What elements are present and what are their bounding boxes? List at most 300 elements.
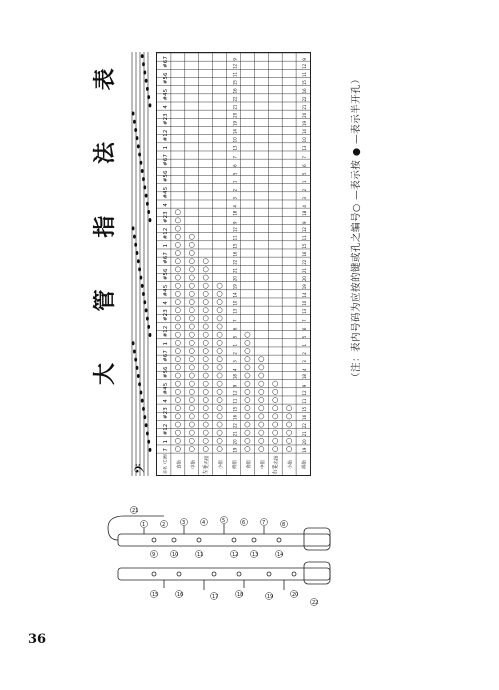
right-hand-label: 右手 <box>272 464 279 475</box>
note-name: 3 <box>163 211 170 215</box>
note-name: 1 <box>163 439 170 444</box>
staff-note <box>134 358 137 362</box>
fingering-circle <box>203 414 208 419</box>
fingering-circle <box>217 283 222 288</box>
fingering-circle <box>189 348 194 353</box>
key-number: 11 <box>301 71 307 77</box>
fingering-circle <box>175 414 180 419</box>
key-number: 3 <box>301 196 307 200</box>
key-number: 7 <box>232 156 238 159</box>
note-name: #5 <box>163 174 170 183</box>
key-number: 16 <box>232 88 238 94</box>
key-number: 11 <box>232 235 238 241</box>
fingering-circle <box>175 226 180 231</box>
note-name: 7 <box>163 252 170 256</box>
key-number: 4 <box>232 205 238 208</box>
key-label: 2 <box>162 521 166 528</box>
fingering-circle <box>273 397 278 402</box>
key-number: 11 <box>232 398 238 404</box>
fingering-circle <box>203 275 208 280</box>
key-number: 21 <box>301 431 307 437</box>
fingering-circle <box>189 316 194 321</box>
row-label: 无名指 <box>274 455 280 470</box>
fingering-circle <box>203 406 208 411</box>
fingering-circle <box>245 373 250 378</box>
staff-note <box>143 415 146 419</box>
note-name: #2 <box>163 410 170 419</box>
fingering-circle <box>203 324 208 329</box>
fingering-circle <box>189 308 194 313</box>
note-name: #1 <box>163 133 170 142</box>
staff-note <box>132 341 135 345</box>
key-number: 10 <box>232 300 238 306</box>
key-label: 5 <box>222 517 226 524</box>
fingering-circle <box>245 422 250 427</box>
note-name: #2 <box>163 214 170 223</box>
staff-note <box>147 210 150 214</box>
row-label: 小指 <box>219 460 225 470</box>
fingering-circle <box>175 283 180 288</box>
key-number: 16 <box>301 88 307 94</box>
row-label: 中指 <box>260 460 266 470</box>
key-number: 21 <box>232 104 238 110</box>
key-label: 3 <box>182 519 186 526</box>
note-name: 4 <box>163 105 170 109</box>
note-name: 7 <box>163 56 170 60</box>
staff-note <box>145 79 148 83</box>
fingering-circle <box>203 283 208 288</box>
key-number: 6 <box>301 164 307 167</box>
key-number: 19 <box>232 120 238 126</box>
staff-note <box>143 185 146 189</box>
key-label: 14 <box>277 551 284 558</box>
fingering-circle <box>203 397 208 402</box>
key-number: 2 <box>301 188 307 192</box>
staff-note <box>140 276 143 280</box>
fingering-circle <box>175 259 180 264</box>
fingering-circle <box>217 357 222 362</box>
key-number: 14 <box>301 292 307 298</box>
fingering-circle <box>217 389 222 394</box>
fingering-circle <box>203 381 208 386</box>
key-number: 13 <box>301 145 307 151</box>
key-label: 21 <box>132 507 139 514</box>
note-name: #4 <box>163 92 170 101</box>
fingering-circle <box>217 365 222 370</box>
staff-note <box>141 399 144 403</box>
row-label: 拇指 <box>302 460 308 470</box>
key-label: 19 <box>267 593 274 600</box>
key-number: 1 <box>301 343 307 347</box>
fingering-circle <box>203 438 208 443</box>
fingering-circle <box>259 446 264 451</box>
header-label: 音名（C调） <box>162 451 168 475</box>
note-name: 7 <box>163 154 170 158</box>
fingering-circle <box>175 348 180 353</box>
key-number: 6 <box>301 327 307 331</box>
fingering-circle <box>203 259 208 264</box>
key-number: 13 <box>301 308 307 314</box>
key-label: 22 <box>312 599 319 606</box>
key-number: 3 <box>232 360 238 363</box>
note-name: 1 <box>163 341 170 346</box>
note-name: 2 <box>163 227 170 232</box>
key-number: 19 <box>232 447 238 453</box>
fingering-circle <box>287 422 292 427</box>
fingering-circle <box>217 422 222 427</box>
fingering-circle <box>175 324 180 329</box>
row-label: 无名指 <box>205 455 211 470</box>
key-number: 9 <box>232 221 238 224</box>
fingering-circle <box>217 438 222 443</box>
bassoon-diagram <box>104 498 344 616</box>
fingering-circle <box>245 397 250 402</box>
row-label: 食指 <box>246 460 252 470</box>
key-number: 11 <box>301 398 307 404</box>
key-label: 10 <box>172 551 179 558</box>
fingering-circle <box>259 406 264 411</box>
note-name: 1 <box>163 243 170 248</box>
staff-note <box>140 390 143 394</box>
fingering-circle <box>259 397 264 402</box>
row-label: 食指 <box>177 460 183 470</box>
key-label: 11 <box>197 551 204 558</box>
row-label: 中指 <box>191 460 197 470</box>
fingering-circle <box>203 365 208 370</box>
staff-note <box>142 177 145 181</box>
fingering-circle <box>175 430 180 435</box>
staff-note <box>141 169 144 173</box>
fingering-circle <box>203 267 208 272</box>
key-number: 13 <box>232 308 238 314</box>
staff-note <box>140 161 143 165</box>
fingering-circle <box>175 365 180 370</box>
fingering-circle <box>259 422 264 427</box>
staff-note <box>147 95 150 99</box>
key-number: 14 <box>232 129 238 135</box>
fingering-circle <box>273 430 278 435</box>
key-number: 16 <box>301 414 307 420</box>
key-number: 9 <box>232 58 238 61</box>
grid-svg <box>157 53 310 475</box>
fingering-circle <box>203 291 208 296</box>
note-name: 1 <box>163 146 170 150</box>
key-number: 22 <box>232 96 238 102</box>
fingering-circle <box>245 340 250 345</box>
note-name: 2 <box>163 325 170 330</box>
fingering-circle <box>175 446 180 451</box>
fingering-circle <box>203 316 208 321</box>
key-number: 2 <box>232 352 238 355</box>
key-number: 19 <box>301 447 307 453</box>
key-label: 15 <box>152 591 159 598</box>
staff-note <box>133 349 136 353</box>
key-number: 15 <box>301 243 307 249</box>
fingering-circle <box>175 397 180 402</box>
key-number: 9 <box>232 384 238 388</box>
staff-note <box>141 284 144 288</box>
row-label: 拇指 <box>233 460 238 470</box>
staff-note <box>138 382 141 386</box>
key-number: 12 <box>301 390 307 396</box>
key-number: 19 <box>301 120 307 126</box>
note-name: #1 <box>163 231 170 240</box>
key-number: 22 <box>301 423 307 429</box>
key-number: 3 <box>232 196 238 200</box>
fingering-circle <box>175 242 180 247</box>
fingering-circle <box>273 406 278 411</box>
note-name: 6 <box>163 366 170 370</box>
note-name: #1 <box>163 329 170 338</box>
fingering-circle <box>189 397 194 402</box>
key-number: 15 <box>301 406 307 412</box>
fingering-circle <box>189 267 194 272</box>
fingering-circle <box>175 308 180 313</box>
key-number: 12 <box>301 227 307 233</box>
key-number: 16 <box>232 251 238 257</box>
key-number: 4 <box>232 368 238 371</box>
fingering-circle <box>203 373 208 378</box>
staff-note <box>145 308 148 312</box>
fingering-circle <box>259 414 264 419</box>
fingering-circle <box>189 250 194 255</box>
fingering-circle <box>203 422 208 427</box>
note-name: #2 <box>163 312 170 321</box>
key-label: 6 <box>242 519 246 526</box>
fingering-circle <box>203 348 208 353</box>
fingering-circle <box>189 324 194 329</box>
fingering-circle <box>203 446 208 451</box>
staff-note <box>133 235 136 239</box>
left-hand-label: 左手 <box>203 464 210 475</box>
key-number: 5 <box>232 172 238 175</box>
key-number: 5 <box>301 172 307 175</box>
key-number: 7 <box>301 319 307 322</box>
fingering-circle <box>175 299 180 304</box>
staff-note <box>136 136 139 140</box>
key-number: 20 <box>232 276 238 282</box>
key-label: 13 <box>252 551 259 558</box>
fingering-circle <box>175 316 180 321</box>
fingering-circle <box>273 389 278 394</box>
key-label: 8 <box>282 521 286 528</box>
fingering-circle <box>245 332 250 337</box>
fingering-circle <box>259 430 264 435</box>
key-number: 11 <box>301 235 307 241</box>
fingering-circle <box>273 414 278 419</box>
fingering-circle <box>175 275 180 280</box>
fingering-circle <box>217 324 222 329</box>
fingering-circle <box>273 422 278 427</box>
note-name: 5 <box>163 186 170 191</box>
key-number: 21 <box>232 431 238 437</box>
fingering-circle <box>287 446 292 451</box>
fingering-circle <box>217 406 222 411</box>
key-number: 2 <box>301 352 307 355</box>
note-name: 4 <box>163 203 170 207</box>
fingering-circle <box>259 381 264 386</box>
note-name: #5 <box>163 272 170 281</box>
fingering-circle <box>189 259 194 264</box>
key-number: 15 <box>301 80 307 86</box>
fingering-circle <box>175 332 180 337</box>
key-number: 11 <box>232 71 238 77</box>
key-label: 9 <box>152 551 156 558</box>
fingering-circle <box>245 414 250 419</box>
fingering-circle <box>189 422 194 427</box>
key-number: 18 <box>301 374 307 380</box>
fingering-circle <box>203 357 208 362</box>
key-number: 19 <box>232 284 238 290</box>
staff-note <box>146 431 149 435</box>
staff-note <box>136 366 139 370</box>
fingering-circle <box>175 340 180 345</box>
fingering-circle <box>259 389 264 394</box>
note-name: 5 <box>163 382 170 387</box>
fingering-circle <box>203 340 208 345</box>
bassoon-svg <box>104 498 344 616</box>
key-number: 10 <box>301 137 307 143</box>
staff-note <box>145 194 148 198</box>
key-number: 3 <box>301 360 307 363</box>
note-name: 4 <box>163 301 170 305</box>
note-name: 7 <box>163 448 170 452</box>
key-label: 18 <box>237 591 244 598</box>
key-number: 12 <box>232 390 238 396</box>
fingering-circle <box>273 446 278 451</box>
key-number: 18 <box>232 210 238 216</box>
fingering-circle <box>217 299 222 304</box>
fingering-circle <box>175 389 180 394</box>
fingering-circle <box>245 446 250 451</box>
note-name: 3 <box>163 309 170 313</box>
note-name: #6 <box>163 353 170 362</box>
fingering-circle <box>217 316 222 321</box>
key-number: 20 <box>301 439 307 445</box>
key-label: 4 <box>202 519 206 526</box>
key-number: 21 <box>301 104 307 110</box>
fingering-circle <box>259 365 264 370</box>
fingering-circle <box>189 446 194 451</box>
key-number: 9 <box>301 221 307 224</box>
fingering-circle <box>189 291 194 296</box>
fingering-circle <box>189 389 194 394</box>
key-number: 20 <box>301 112 307 118</box>
key-number: 9 <box>301 384 307 388</box>
note-name: #1 <box>163 427 170 436</box>
fingering-circle <box>259 438 264 443</box>
note-name: #5 <box>163 370 170 379</box>
key-number: 5 <box>301 335 307 339</box>
staff-note <box>142 407 145 411</box>
key-number: 20 <box>232 112 238 118</box>
fingering-circle <box>245 365 250 370</box>
fingering-circle <box>287 414 292 419</box>
fingering-circle <box>189 357 194 362</box>
note-name: #2 <box>163 116 170 125</box>
key-number: 16 <box>232 414 238 420</box>
fingering-circle <box>189 332 194 337</box>
key-number: 15 <box>232 80 238 86</box>
key-number: 22 <box>232 423 238 429</box>
key-number: 22 <box>301 259 307 265</box>
key-label: 7 <box>262 519 266 526</box>
fingering-circle <box>245 438 250 443</box>
key-number: 1 <box>232 180 238 184</box>
fingering-circle <box>175 218 180 223</box>
key-label: 20 <box>292 591 299 598</box>
staff-note <box>145 423 148 427</box>
fingering-circle <box>175 373 180 378</box>
fingering-circle <box>259 357 264 362</box>
staff-note <box>134 243 137 247</box>
fingering-circle <box>245 406 250 411</box>
fingering-circle <box>217 373 222 378</box>
key-number: 22 <box>232 259 238 265</box>
key-number: 7 <box>232 319 238 322</box>
key-number: 16 <box>301 251 307 257</box>
key-number: 7 <box>301 156 307 159</box>
staff-note <box>133 120 136 124</box>
key-number: 20 <box>301 276 307 282</box>
fingering-circle <box>259 373 264 378</box>
fingering-circle <box>217 414 222 419</box>
note-name: #5 <box>163 76 170 85</box>
staff-note <box>132 226 135 230</box>
note-name: 3 <box>163 113 170 117</box>
fingering-circle <box>175 381 180 386</box>
staff-note <box>134 128 137 132</box>
fingering-circle <box>189 373 194 378</box>
staff-note <box>137 144 140 148</box>
fingering-circle <box>203 389 208 394</box>
row-label: 小指 <box>288 460 294 470</box>
key-number: 14 <box>301 129 307 135</box>
key-number: 15 <box>232 243 238 249</box>
fingering-circle <box>175 438 180 443</box>
key-label: 17 <box>212 593 219 600</box>
staff-note <box>141 54 144 58</box>
key-number: 6 <box>232 327 238 331</box>
key-number: 13 <box>232 145 238 151</box>
staff-note <box>146 202 149 206</box>
note-name: 6 <box>163 170 170 174</box>
table-note: （注：表内号码为应按的键或孔之编号○ —表示按 ● —表示半开孔） <box>351 73 362 382</box>
key-label: 16 <box>177 591 184 598</box>
note-name: 6 <box>163 72 170 77</box>
key-number: 18 <box>301 210 307 216</box>
staff-note <box>142 292 145 296</box>
key-label: 12 <box>232 551 239 558</box>
staff-note <box>136 251 139 255</box>
fingering-circle <box>189 299 194 304</box>
key-number: 9 <box>301 58 307 61</box>
key-number: 12 <box>232 227 238 233</box>
music-staff <box>128 52 154 476</box>
note-name: 5 <box>163 88 170 93</box>
fingering-circle <box>217 446 222 451</box>
fingering-circle <box>217 291 222 296</box>
staff-note <box>137 259 140 263</box>
note-name: #6 <box>163 59 170 68</box>
key-number: 15 <box>232 406 238 412</box>
fingering-grid <box>156 52 311 476</box>
fingering-circle <box>189 234 194 239</box>
note-name: #6 <box>163 255 170 264</box>
staff-note <box>149 448 152 452</box>
key-number: 20 <box>232 439 238 445</box>
note-name: 4 <box>163 399 170 403</box>
